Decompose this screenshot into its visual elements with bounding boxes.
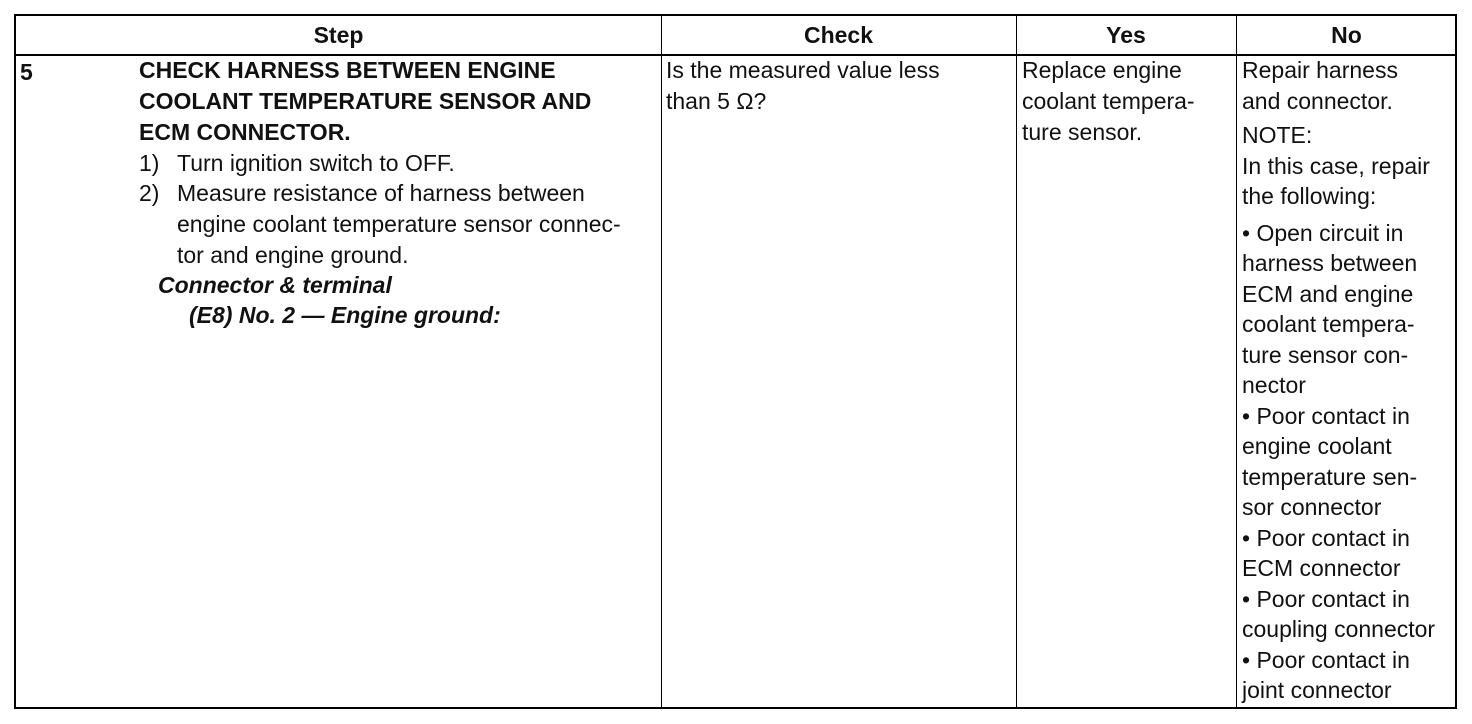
connector-label: Connector & terminal: [158, 272, 392, 298]
cause-line: • Poor contact in: [1242, 646, 1410, 673]
cause-line: harness between: [1242, 250, 1418, 276]
substep-number: 1): [139, 150, 160, 176]
column-divider: [1016, 16, 1017, 707]
yes-line: Replace engine: [1022, 57, 1182, 83]
cause-list: [1242, 218, 1457, 706]
cause-item: [1242, 401, 1457, 523]
cause-line: coupling connector: [1242, 616, 1436, 642]
cause-line: ECM connector: [1242, 555, 1401, 581]
substep-line: tor and engine ground.: [177, 242, 409, 268]
step-number: 5: [20, 59, 33, 85]
substep-text: [177, 178, 659, 271]
header-step: Step: [313, 22, 364, 48]
cause-line: ture sensor con-: [1242, 341, 1409, 368]
note-text: [1242, 151, 1457, 212]
connector-value: (E8) No. 2 — Engine ground:: [189, 302, 501, 328]
yes-action: [1022, 55, 1232, 148]
substep-line: Turn ignition switch to OFF.: [177, 150, 455, 176]
check-line: Is the measured value less: [666, 57, 940, 83]
no-line: In this case, repair: [1242, 152, 1430, 179]
cause-item: [1242, 645, 1457, 706]
header-check: Check: [803, 22, 874, 48]
diagnostic-table: [14, 14, 1457, 709]
column-divider: [1236, 16, 1237, 707]
column-divider: [661, 16, 662, 707]
cause-line: • Poor contact in: [1242, 402, 1410, 429]
cause-item: [1242, 218, 1457, 401]
cause-item: [1242, 584, 1457, 645]
cause-line: sor connector: [1242, 494, 1382, 520]
cause-item: [1242, 523, 1457, 584]
step-title-line: ECM CONNECTOR.: [139, 119, 351, 145]
no-line: the following:: [1242, 183, 1377, 209]
substep-line: engine coolant temperature sensor connec-: [177, 211, 621, 237]
step-title-line: COOLANT TEMPERATURE SENSOR AND: [139, 88, 592, 114]
note-label: NOTE:: [1242, 122, 1313, 148]
header-no: No: [1331, 22, 1362, 48]
substep-line: Measure resistance of harness between: [177, 180, 585, 206]
no-action: [1242, 55, 1457, 706]
cause-line: engine coolant: [1242, 433, 1392, 459]
cause-line: nector: [1242, 372, 1306, 398]
cause-line: • Open circuit in: [1242, 219, 1404, 246]
substep-text: [177, 148, 455, 179]
no-line: Repair harness: [1242, 57, 1398, 83]
cause-line: ECM and engine: [1242, 280, 1414, 307]
cause-line: • Poor contact in: [1242, 524, 1410, 551]
step-title-line: CHECK HARNESS BETWEEN ENGINE: [139, 57, 556, 83]
cause-line: coolant tempera-: [1242, 311, 1415, 337]
cause-line: temperature sen-: [1242, 463, 1418, 490]
check-question: [666, 55, 1011, 117]
cause-line: joint connector: [1242, 677, 1392, 703]
header-yes: Yes: [1106, 22, 1146, 48]
yes-line: coolant tempera-: [1022, 88, 1195, 114]
no-intro: [1242, 55, 1457, 116]
cause-line: • Poor contact in: [1242, 585, 1410, 612]
yes-line: ture sensor.: [1022, 119, 1143, 145]
check-line: than 5 Ω?: [666, 88, 767, 114]
substep-number: 2): [139, 180, 160, 206]
step-title: [139, 55, 659, 148]
no-line: and connector.: [1242, 87, 1393, 114]
